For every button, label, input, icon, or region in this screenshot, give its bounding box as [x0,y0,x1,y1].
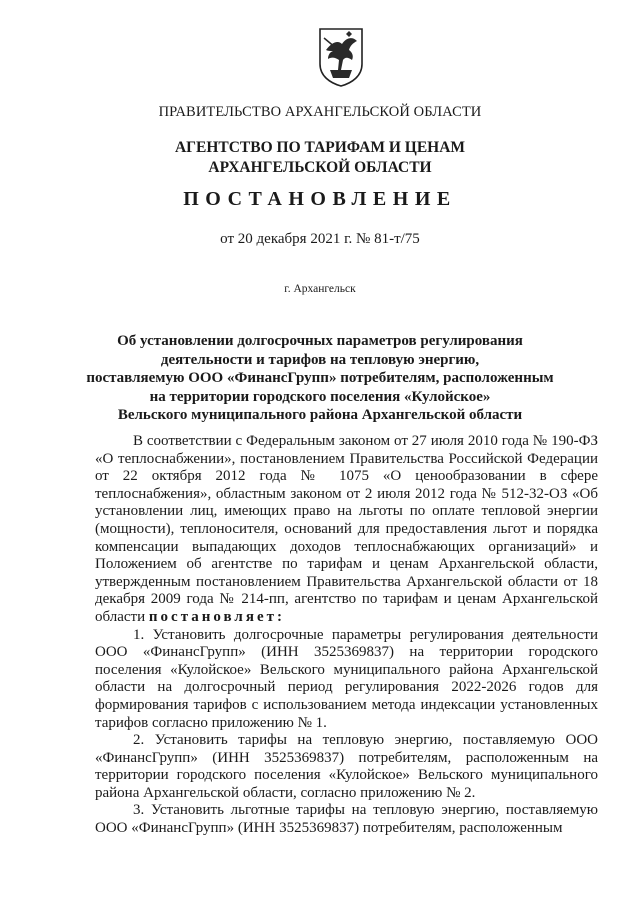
document-subject [0,332,640,425]
subject-line: Вельского муниципального района Архангельской области [117,407,523,424]
agency-name-line1: АГЕНТСТВО ПО ТАРИФАМ И ЦЕНАМ [174,139,466,156]
coat-of-arms-icon [316,26,366,88]
document-body [95,433,598,838]
document-city: г. Архангельск [284,283,356,295]
subject-line: деятельности и тарифов на тепловую энергию, [160,351,480,368]
preamble-text: В соответствии с Федеральным законом от 27 июля 2010 года № 190-ФЗ «О теплоснабжении», постановлением Правительства Российской Федерации от 22 октября 2012 года № 1075 «О ценообразовании в сфере теплоснабжения», областным законом от 2 июля 2012 года № 512-32-ОЗ «Об установлении лиц, имеющих право на льготы по оплате тепловой энергии (мощности), теплоносителя, оснований для предоставления льгот и порядка компенсации выпадающих доходов теплоснабжающих организаций» и Положением об агентстве по тарифам и ценам Архангельской области, утвержденным постановлением Правительства Архангельской области от 18 декабря 2009 года № 214-пп, агентство по тарифам и ценам Архангельской области [95,433,598,625]
decrees-word: постановляет: [148,608,285,625]
document-type-title: ПОСТАНОВЛЕНИЕ [183,188,457,210]
agency-name [0,138,640,178]
agency-name-line2: АРХАНГЕЛЬСКОЙ ОБЛАСТИ [208,159,432,176]
subject-line: поставляемую ООО «ФинансГрупп» потребителям, расположенным [86,370,554,387]
document-date-number: от 20 декабря 2021 г. № 81-т/75 [220,231,420,247]
clause-3: 3. Установить льготные тарифы на тепловую энергию, поставляемую ООО «ФинансГрупп» (ИНН 3525369837) потребителям, расположенным [95,802,598,837]
subject-line: на территории городского поселения «Кулойское» [149,388,491,405]
clause-2: 2. Установить тарифы на тепловую энергию, поставляемую ООО «ФинансГрупп» (ИНН 3525369837) потребителям, расположенным на территории городского поселения «Кулойское» Вельского муниципального района Архангельской области, согласно приложению № 2. [95,732,598,801]
subject-line: Об установлении долгосрочных параметров регулирования [117,333,523,349]
clause-1: 1. Установить долгосрочные параметры регулирования деятельности ООО «ФинансГрупп» (ИНН 3525369837) на территории городского поселения «Кулойское» Вельского муниципального района Архангельской области на долгосрочный период регулирования 2022-2026 годов для формирования тарифов с использованием метода индексации установленных тарифов согласно приложению № 1. [95,626,598,731]
preamble-paragraph [95,433,598,627]
government-name: ПРАВИТЕЛЬСТВО АРХАНГЕЛЬСКОЙ ОБЛАСТИ [158,104,482,120]
